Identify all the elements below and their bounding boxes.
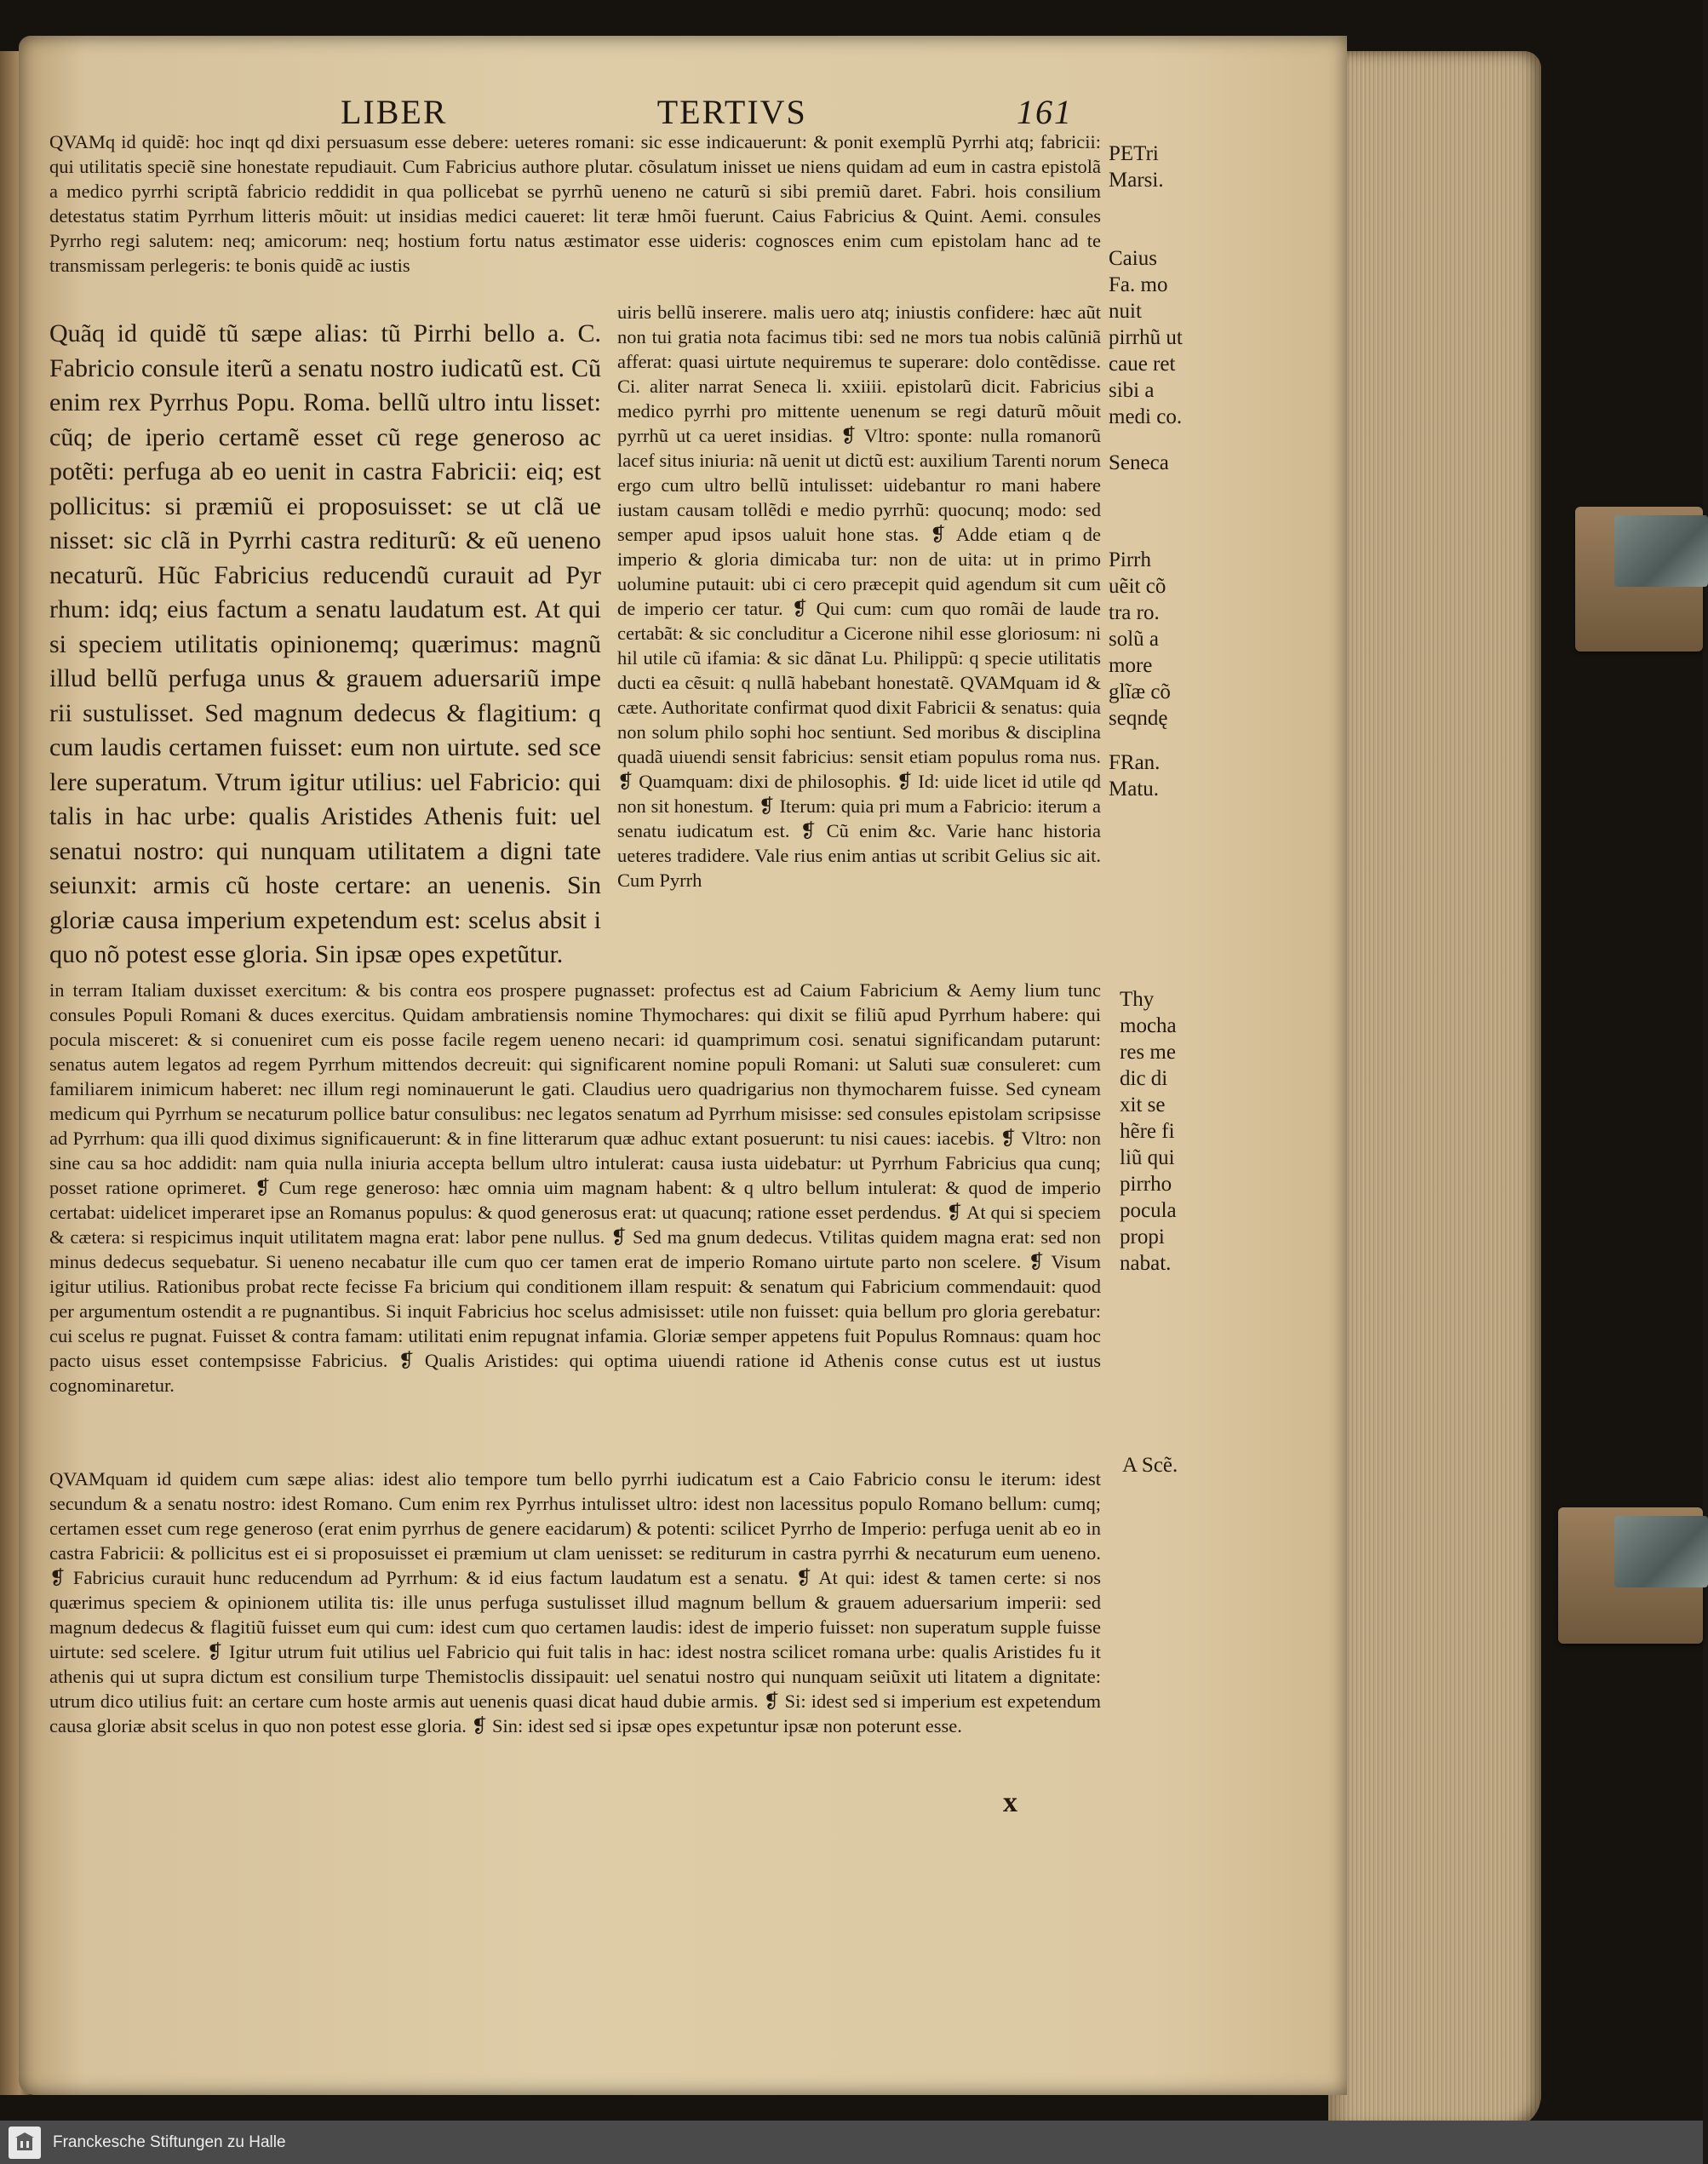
signature-mark: x xyxy=(1003,1787,1017,1818)
clasp-upper xyxy=(1575,507,1703,651)
running-head-liber: LIBER xyxy=(341,93,448,131)
clasp-upper-metal xyxy=(1614,515,1708,587)
book-fore-edge xyxy=(1328,51,1541,2129)
clasp-lower-metal xyxy=(1614,1516,1708,1587)
commentary-lower-block: in terram Italiam duxisset exercitum: & bis contra eos prospere pugnasset: profectus est ad Caium Fabricium & Aemy lium tunc consules Populi Romani & duces exercitus. Quidam ambratiensis nomine Thymochares: qui dixit se filiũ apud Pyrrhum habere: qui pocula misceret: & si conueniret cum eis posse facile regem ueneno necari: id quamprimum cosi. senatui significandam putarunt: senatus autem legatos ad regem Pyrrhum mittendos decreuit: qui significarent nomine populi Romani: ut Saluti suæ consuleret: cum familiarem inimicum haberet: nec illum regi nominauerunt le gati. Claudius uero quadrigarius non thymocharem fuisse. Sed cyneam medicum qui Pyrrhum se necaturum pollice batur consulibus: nec legatos senatum ad Pyrrhum misisse: sed consules epistolam scripsisse ad Pyrrhum: qua illi quod diximus significauerunt: & in fine litterarum quæ adhuc extant posuerunt: tu nisi caues: iacebis. ❡ Vltro: non sine cau sa hoc addidit: nam quia nulla iniuria accepta bellum ultro intulerat: causa iusta uidebatur: ut Pyrrhum Fabricius qua cunq; posset ratione oprimeret. ❡ Cum rege generoso: hæc omnia uim magnam habent: & q ultro bellum intulerat: & quod de imperio certabat: uidelicet imperaret ipse an Romanus populus: & quod generosus erat: ut quacunq; ratione esset perdendus. ❡ At qui si speciem & cætera: si respicimus inquit utilitatem magna erat: labor pene nullus. ❡ Sed ma gnum dedecus. Vtilitas quidem magna erat: sed non minus dedecus sequebatur. Si ueneno necabatur ille cum quo cer tamen erat de imperio Romano uirtute parto non scelere. ❡ Visum igitur utilius. Rationibus probat recte fecisse Fa bricium qui conditionem illam respuit: & senatum qui Fabricium commendauit: quod per argumentum ostendit a re pugnantibus. Si inquit Fabricius hoc scelus admisisset: utile non fuisset: quia bellum pro gloria gerebatur: cui scelus re pugnat. Fuisset & contra famam: utilitati enim repugnat infamia. Gloriæ semper appetens fuit Populus Romnaus: quam hoc pacto uisus esset contempsisse Fabricius. ❡ Qualis Aristides: qui optima uiuendi ratione id Athenis conse cutus est ut iustus cognominaretur. xyxy=(49,979,1101,1396)
commentary-bottom-block: QVAMquam id quidem cum sæpe alias: idest alio tempore tum bello pyrrhi iudicatum est a Caio Fabricio consu le iterum: idest secundum & a senatu nostro: idest Romano. Cum enim rex Pyrrhus intulisset ultro: idest non lacessitus populo Romano bellum: cumq; certamen esset cum rege generoso (erat enim pyrrhus de genere eacidarum) & potenti: scilicet Pyrrho de Imperio: perfuga uenit ab eo in castra Fabricii: & pollicitus est ei si proposuisset ei præmium ut clam uenisset: se rediturum in castra pyrrhi & necaturum eum ueneno. ❡ Fabricius curauit hunc reducendum ad Pyrrhum: & id eius factum laudatum est a senatu. ❡ At qui: idest & tamen certe: si nos quærimus speciem & opinionem utilita tis: ille unus perfuga sustulisset illud magnum bellum & grauem aduersarium imperii: sed magnum dedecus & flagitiũ fuisset eum qui cum: idest cum quo certamen laudis: idest de imperio fuisset: non superatum supple fuisse uirtute: sed scelere. ❡ Igitur utrum fuit utilius uel Fabricio qui fuit talis in hac: idest nostra scilicet romana urbe: qualis Aristides fu it athenis qui ut supra dictum est consilium turpe Themistoclis dissipauit: uel senatui nostro qui nunquam seiũxit uti litatem a dignitate: utrum dico utilius fuit: an certare cum hoste armis aut uenenis quasi dicat haud dubie armis. ❡ Si: idest sed si imperium est expetendum causa gloriæ absit scelus in quo non potest esse gloria. ❡ Sin: idest sed si ipsæ opes expetuntur ipsæ non poterunt esse. xyxy=(49,1468,1101,1736)
page-number: 161 xyxy=(1016,93,1073,131)
marginal-note-petri-marsi: PETri Marsi. xyxy=(1109,142,1164,192)
footer-institution-label: Franckesche Stiftungen zu Halle xyxy=(53,2132,286,2151)
marginal-note-fran-matu: FRan. Matu. xyxy=(1109,751,1161,801)
running-head-tertius: TERTIVS xyxy=(656,93,807,131)
viewer-footer-bar xyxy=(0,2121,1703,2164)
running-head xyxy=(341,92,1073,132)
clasp-lower xyxy=(1558,1507,1703,1644)
marginal-note-thymochares: Thy mocha res me dic di xit se hẽre fi liũ qui pirrho pocula propi nabat. xyxy=(1120,988,1177,1275)
marginal-note-asce: A Scẽ. xyxy=(1122,1454,1178,1477)
commentary-right-column: uiris bellũ inserere. malis uero atq; iniustis confidere: hæc aũt non tui gratia nota facimus tibi: sed ne mors tua nobis calũniã afferat: quasi uirtute nequiremus te superare: dolo contẽdisse. Ci. aliter narrat Seneca li. xxiiii. epistolarũ dicit. Fabricius medico pyrrhi pro mittente uenenum se regi daturũ mõuit pyrrhũ ut ca ueret insidias. ❡ Vltro: sponte: nulla romanorũ lacef situs iniuria: nã uenit ut dictũ est: auxilium Tarenti norum ergo cum ultro bellũ intulisset: uidebantur ro mani habere iustam causam tollẽdi e medio pyrrhũ: quocunq; modo: sed semper apud ipsos ualuit hone stas. ❡ Adde etiam q de imperio & gloria dimicaba tur: non de uita: ut in primo uolumine putauit: ubi ci cero præcepit quid agendum sit cum de imperio cer tatur. ❡ Qui cum: cum quo romãi de laude certabãt: & sic concluditur a Cicerone nihil esse gloriosum: ni hil utile cũ ifamia: & sic dãnat Lu. Philippũ: q specie utilitatis ducti ea cẽsuit: q nullã habebant honestatẽ. QVAMquam id & cæte. Authoritate confirmat quod dixit Fabricii & senatus: quia non solum philo sophi hoc sentiunt. Sed moribus & disciplina quadã uiuendi sensit fabricius: sensit etiam populus roma nus. ❡ Quamquam: dixi de philosophis. ❡ Id: uide licet id utile qd non sit honestum. ❡ Iterum: quia pri mum a Fabricio: iterum a senatu iudicatum est. ❡ Cũ enim &c. Varie hanc historia ueteres tradidere. Vale rius enim antias ut scribit Gelius sic ait. Cum Pyrrh xyxy=(617,301,1101,891)
commentary-top-block: QVAMq id quidẽ: hoc inqt qd dixi persuasum esse debere: ueteres romani: sic esse indicauerunt: & ponit exemplũ Pyrrhi atq; fabricii: qui utilitatis speciẽ sine honestate repudiauit. Cum Fabricius authore plutar. cõsulatum inisset ue niens quidam ad eum in castra epistolã a medico pyrrhi scriptã fabricio reddidit in qua pollicebat se pyrrhũ ueneno ne caturũ si sibi premiũ daret. Fabri. hois consilium detestatus statim Pyrrhum litteris mõuit: ut insidias medici caueret: lit teræ hmõi fuerunt. Caius Fabricius & Quint. Aemi. consules Pyrrho regi salutem: neq; amicorum: neq; hostium fortu natus æstimator esse uideris: cognosces enim cum epistolam hanc ad te transmissam perlegeris: te bonis quidẽ ac iustis xyxy=(49,131,1101,276)
marginal-note-seneca: Seneca xyxy=(1109,451,1169,474)
marginal-note-caius-fabricius: Caius Fa. mo nuit pirrhũ ut caue ret sibi a medi co. xyxy=(1109,247,1183,428)
institution-logo-icon[interactable] xyxy=(9,2127,41,2159)
main-text-block: Quãq id quidẽ tũ sæpe alias: tũ Pirrhi bello a. C. Fabricio consule iterũ a senatu nostro iudicatũ est. Cũ enim rex Pyrrhus Popu. Roma. bellũ ultro intu lisset: cũq; de iperio certamẽ esset cũ rege generoso ac potẽti: perfuga ab eo uenit in castra Fabricii: eiq; est pollicitus: si præmiũ ei proposuisset: se ut clã ue nisset: sic clã in Pyrrhi castra rediturũ: & eũ ueneno necaturũ. Hũc Fabricius reducendũ curauit ad Pyr rhum: idq; eius factum a senatu laudatum est. At qui si speciem utilitatis opinionemq; quærimus: magnũ illud bellũ perfuga unus & grauem aduersariũ impe rii sustulisset. Sed magnum dedecus & flagitium: q cum laudis certamen fuisset: eum non uirtute. sed sce lere superatum. Vtrum igitur utilius: uel Fabricio: qui talis in hac urbe: qualis Aristides Athenis fuit: uel senatui nostro: qui nunquam utilitatem a digni tate seiunxit: armis cũ hoste certare: an uenenis. Sin gloriæ causa imperium expetendum est: scelus absit i quo nõ potest esse gloria. Sin ipsæ opes expetũtur. xyxy=(49,319,601,968)
marginal-note-pirrhus: Pirrh uẽit cõ tra ro. solũ a more glĩæ cõ seqndę xyxy=(1109,548,1171,730)
